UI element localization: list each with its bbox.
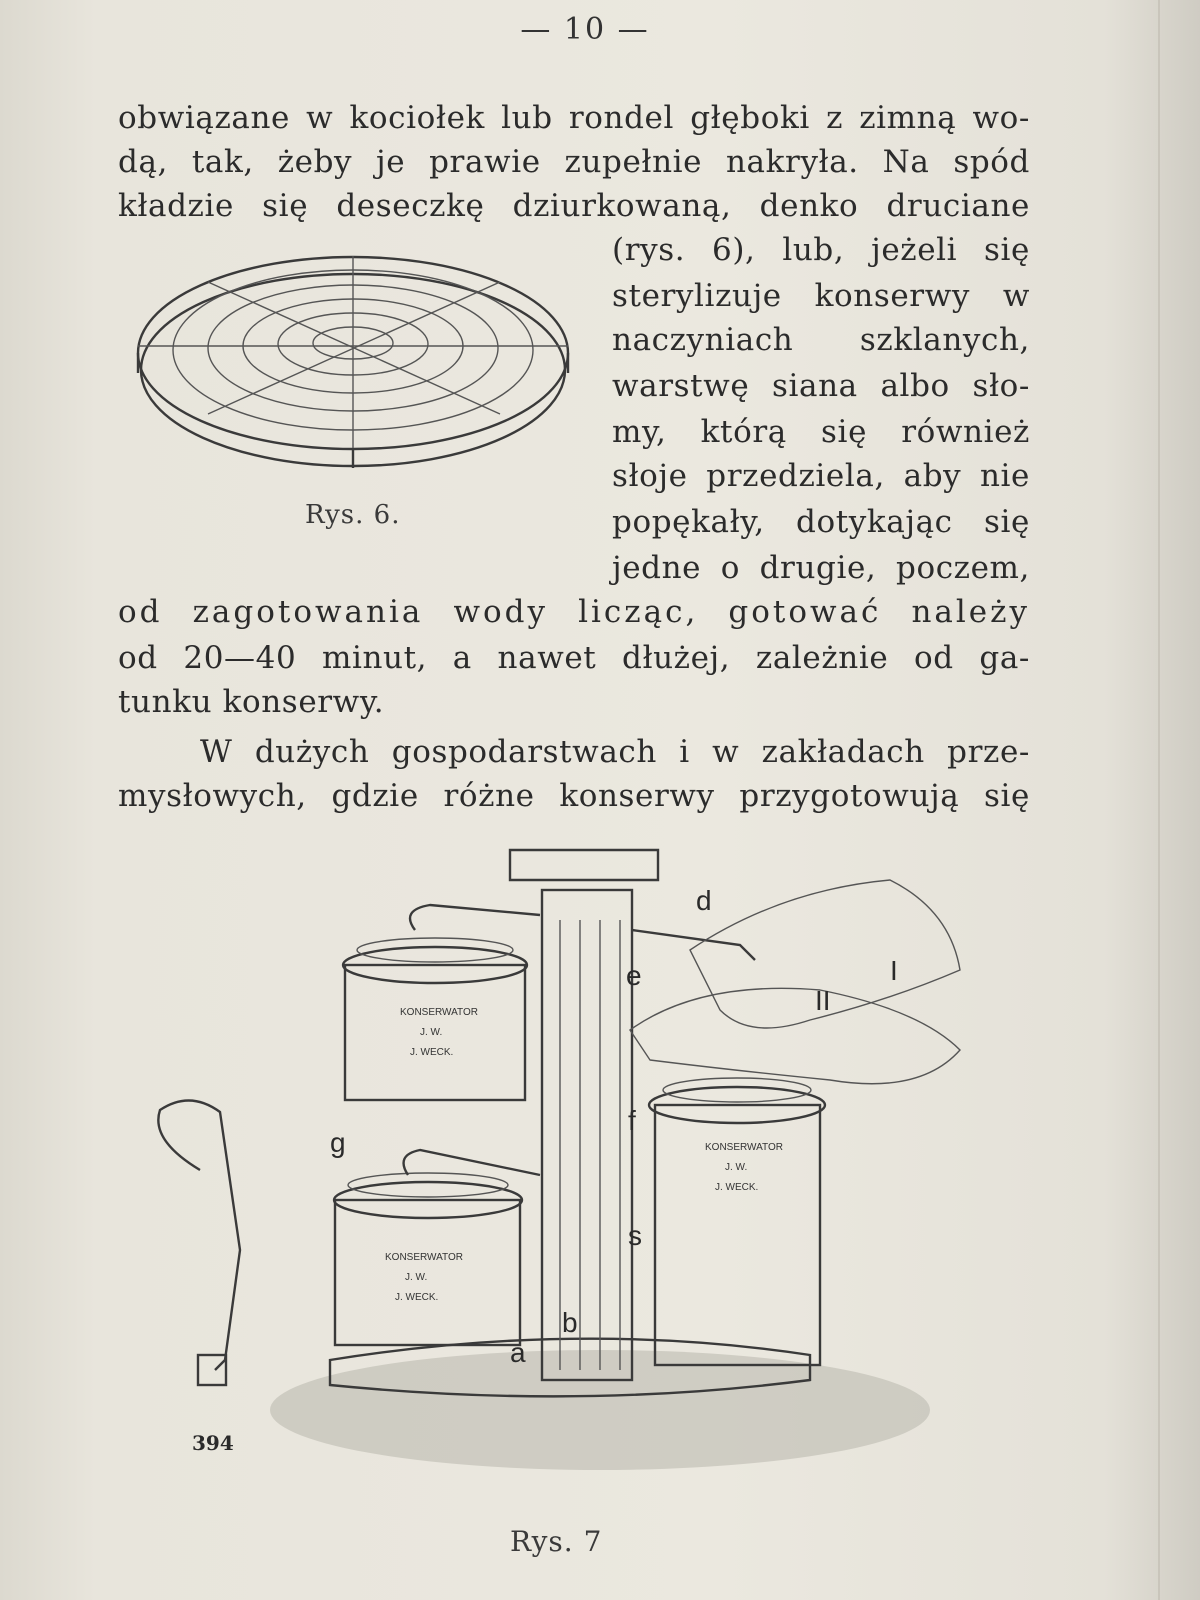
jar-brand: KONSERWATOR xyxy=(705,1142,783,1153)
clip-number: 394 xyxy=(192,1431,234,1455)
label-I: I xyxy=(890,955,898,986)
jar-brand: J. WECK. xyxy=(410,1047,454,1058)
text-line: obwiązane w kociołek lub rondel głęboki z zimną wo- xyxy=(118,100,1030,136)
label-f: f xyxy=(628,1105,636,1136)
jar-brand: J. WECK. xyxy=(715,1182,759,1193)
label-b: b xyxy=(562,1307,578,1338)
jar-brand: J. W. xyxy=(725,1162,748,1173)
sterilizer-illustration xyxy=(130,850,1050,1490)
page-number: — 10 — xyxy=(520,12,650,47)
text-line: słoje przedziela, aby nie xyxy=(612,458,1030,494)
label-a: a xyxy=(510,1337,526,1368)
figure-6-caption: Rys. 6. xyxy=(305,500,401,530)
jar-brand: J. W. xyxy=(420,1027,443,1038)
jar-brand: KONSERWATOR xyxy=(385,1252,463,1263)
label-s: s xyxy=(628,1220,642,1251)
wire-rack-illustration xyxy=(128,238,588,498)
jar-brand: J. W. xyxy=(405,1272,428,1283)
page-edge xyxy=(1158,0,1160,1600)
jar-brand: KONSERWATOR xyxy=(400,1007,478,1018)
text-line: (rys. 6), lub, jeżeli się xyxy=(612,232,1030,268)
text-line: jedne o drugie, poczem, xyxy=(612,550,1030,586)
text-line: tunku konserwy. xyxy=(118,684,385,720)
text-line: warstwę siana albo sło- xyxy=(612,368,1030,404)
label-d: d xyxy=(696,885,712,916)
label-e: e xyxy=(626,960,642,991)
text-line: sterylizuje konserwy w xyxy=(612,278,1030,314)
text-line: W dużych gospodarstwach i w zakładach prze- xyxy=(200,734,1030,770)
text-line: my, którą się również xyxy=(612,414,1030,450)
text-line: naczyniach szklanych, xyxy=(612,322,1030,358)
figure-7-caption: Rys. 7 xyxy=(510,1525,603,1558)
text-line: od 20—40 minut, a nawet dłużej, zależnie od ga- xyxy=(118,640,1030,676)
text-line: popękały, dotykając się xyxy=(612,504,1030,540)
text-line: dą, tak, żeby je prawie zupełnie nakryła. Na spód xyxy=(118,144,1030,180)
label-g: g xyxy=(330,1127,346,1158)
text-line: kładzie się deseczkę dziurkowaną, denko druciane xyxy=(118,188,1030,224)
text-line: mysłowych, gdzie różne konserwy przygotowują się xyxy=(118,778,1030,814)
label-II: II xyxy=(815,985,831,1016)
text-line: od zagotowania wody licząc, gotować należy xyxy=(118,594,1030,630)
jar-brand: J. WECK. xyxy=(395,1292,439,1303)
